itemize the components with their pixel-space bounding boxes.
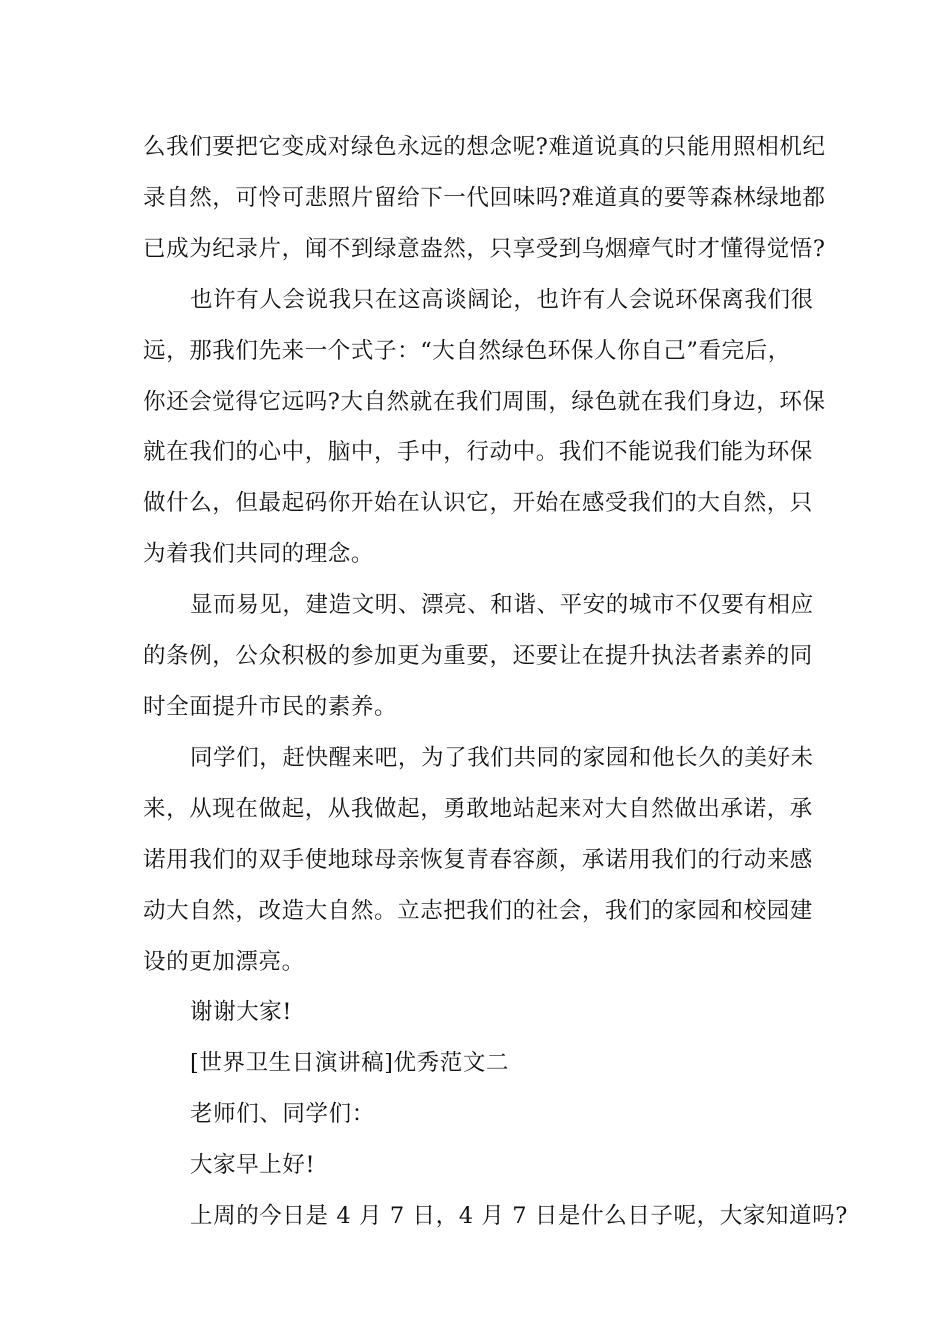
text-line: 设的更加漂亮。: [143, 948, 305, 975]
text-line: 诺用我们的双手使地球母亲恢复青春容颜，承诺用我们的行动来感: [143, 846, 813, 873]
text-line: 老师们、同学们：: [190, 1101, 375, 1128]
text-line: 同学们，赶快醒来吧，为了我们共同的家园和他长久的美好未: [190, 744, 814, 771]
text-line: 显而易见，建造文明、漂亮、和谐、平安的城市不仅要有相应: [190, 592, 814, 619]
text-line: 的条例，公众积极的参加更为重要，还要让在提升执法者素养的同: [143, 643, 813, 670]
text-line: 大家早上好!: [190, 1152, 316, 1179]
text-line: 为着我们共同的理念。: [143, 541, 375, 568]
text-line: [世界卫生日演讲稿]优秀范文二: [190, 1050, 510, 1077]
text-line: 远，那我们先来一个式子：“大自然绿色环保人你自己”看完后，: [143, 337, 791, 364]
salutation: [143, 1089, 807, 1140]
document-page: [143, 122, 848, 1242]
text-line: 做什么，但最起码你开始在认识它，开始在感受我们的大自然，只: [143, 490, 813, 517]
paragraph-thanks: [143, 987, 807, 1038]
text-line: 录自然，可怜可悲照片留给下一代回味吗?难道真的要等森林绿地都: [143, 184, 826, 211]
text-line: 上周的今日是 4 月 7 日，4 月 7 日是什么日子呢，大家知道吗?: [190, 1203, 848, 1230]
greeting: [143, 1140, 807, 1191]
text-line: 来，从现在做起，从我做起，勇敢地站起来对大自然做出承诺，承: [143, 795, 813, 822]
paragraph-2: [143, 275, 826, 580]
paragraph-last: [143, 1191, 848, 1242]
paragraph-1: [143, 122, 826, 275]
text-line: 已成为纪录片，闻不到绿意盎然，只享受到乌烟瘴气时才懂得觉悟?: [143, 235, 826, 262]
text-line: 就在我们的心中，脑中，手中，行动中。我们不能说我们能为环保: [143, 439, 813, 466]
paragraph-4: [143, 733, 814, 988]
section-heading: [143, 1038, 807, 1089]
text-line: 动大自然，改造大自然。立志把我们的社会，我们的家园和校园建: [143, 897, 813, 924]
text-line: 也许有人会说我只在这高谈阔论，也许有人会说环保离我们很: [190, 286, 814, 313]
text-line: 时全面提升市民的素养。: [143, 693, 398, 720]
text-line: 么我们要把它变成对绿色永远的想念呢?难道说真的只能用照相机纪: [143, 134, 826, 160]
text-line: 你还会觉得它远吗?大自然就在我们周围，绿色就在我们身边，环保: [143, 388, 826, 415]
paragraph-3: [143, 580, 814, 733]
text-line: 谢谢大家!: [190, 999, 293, 1026]
